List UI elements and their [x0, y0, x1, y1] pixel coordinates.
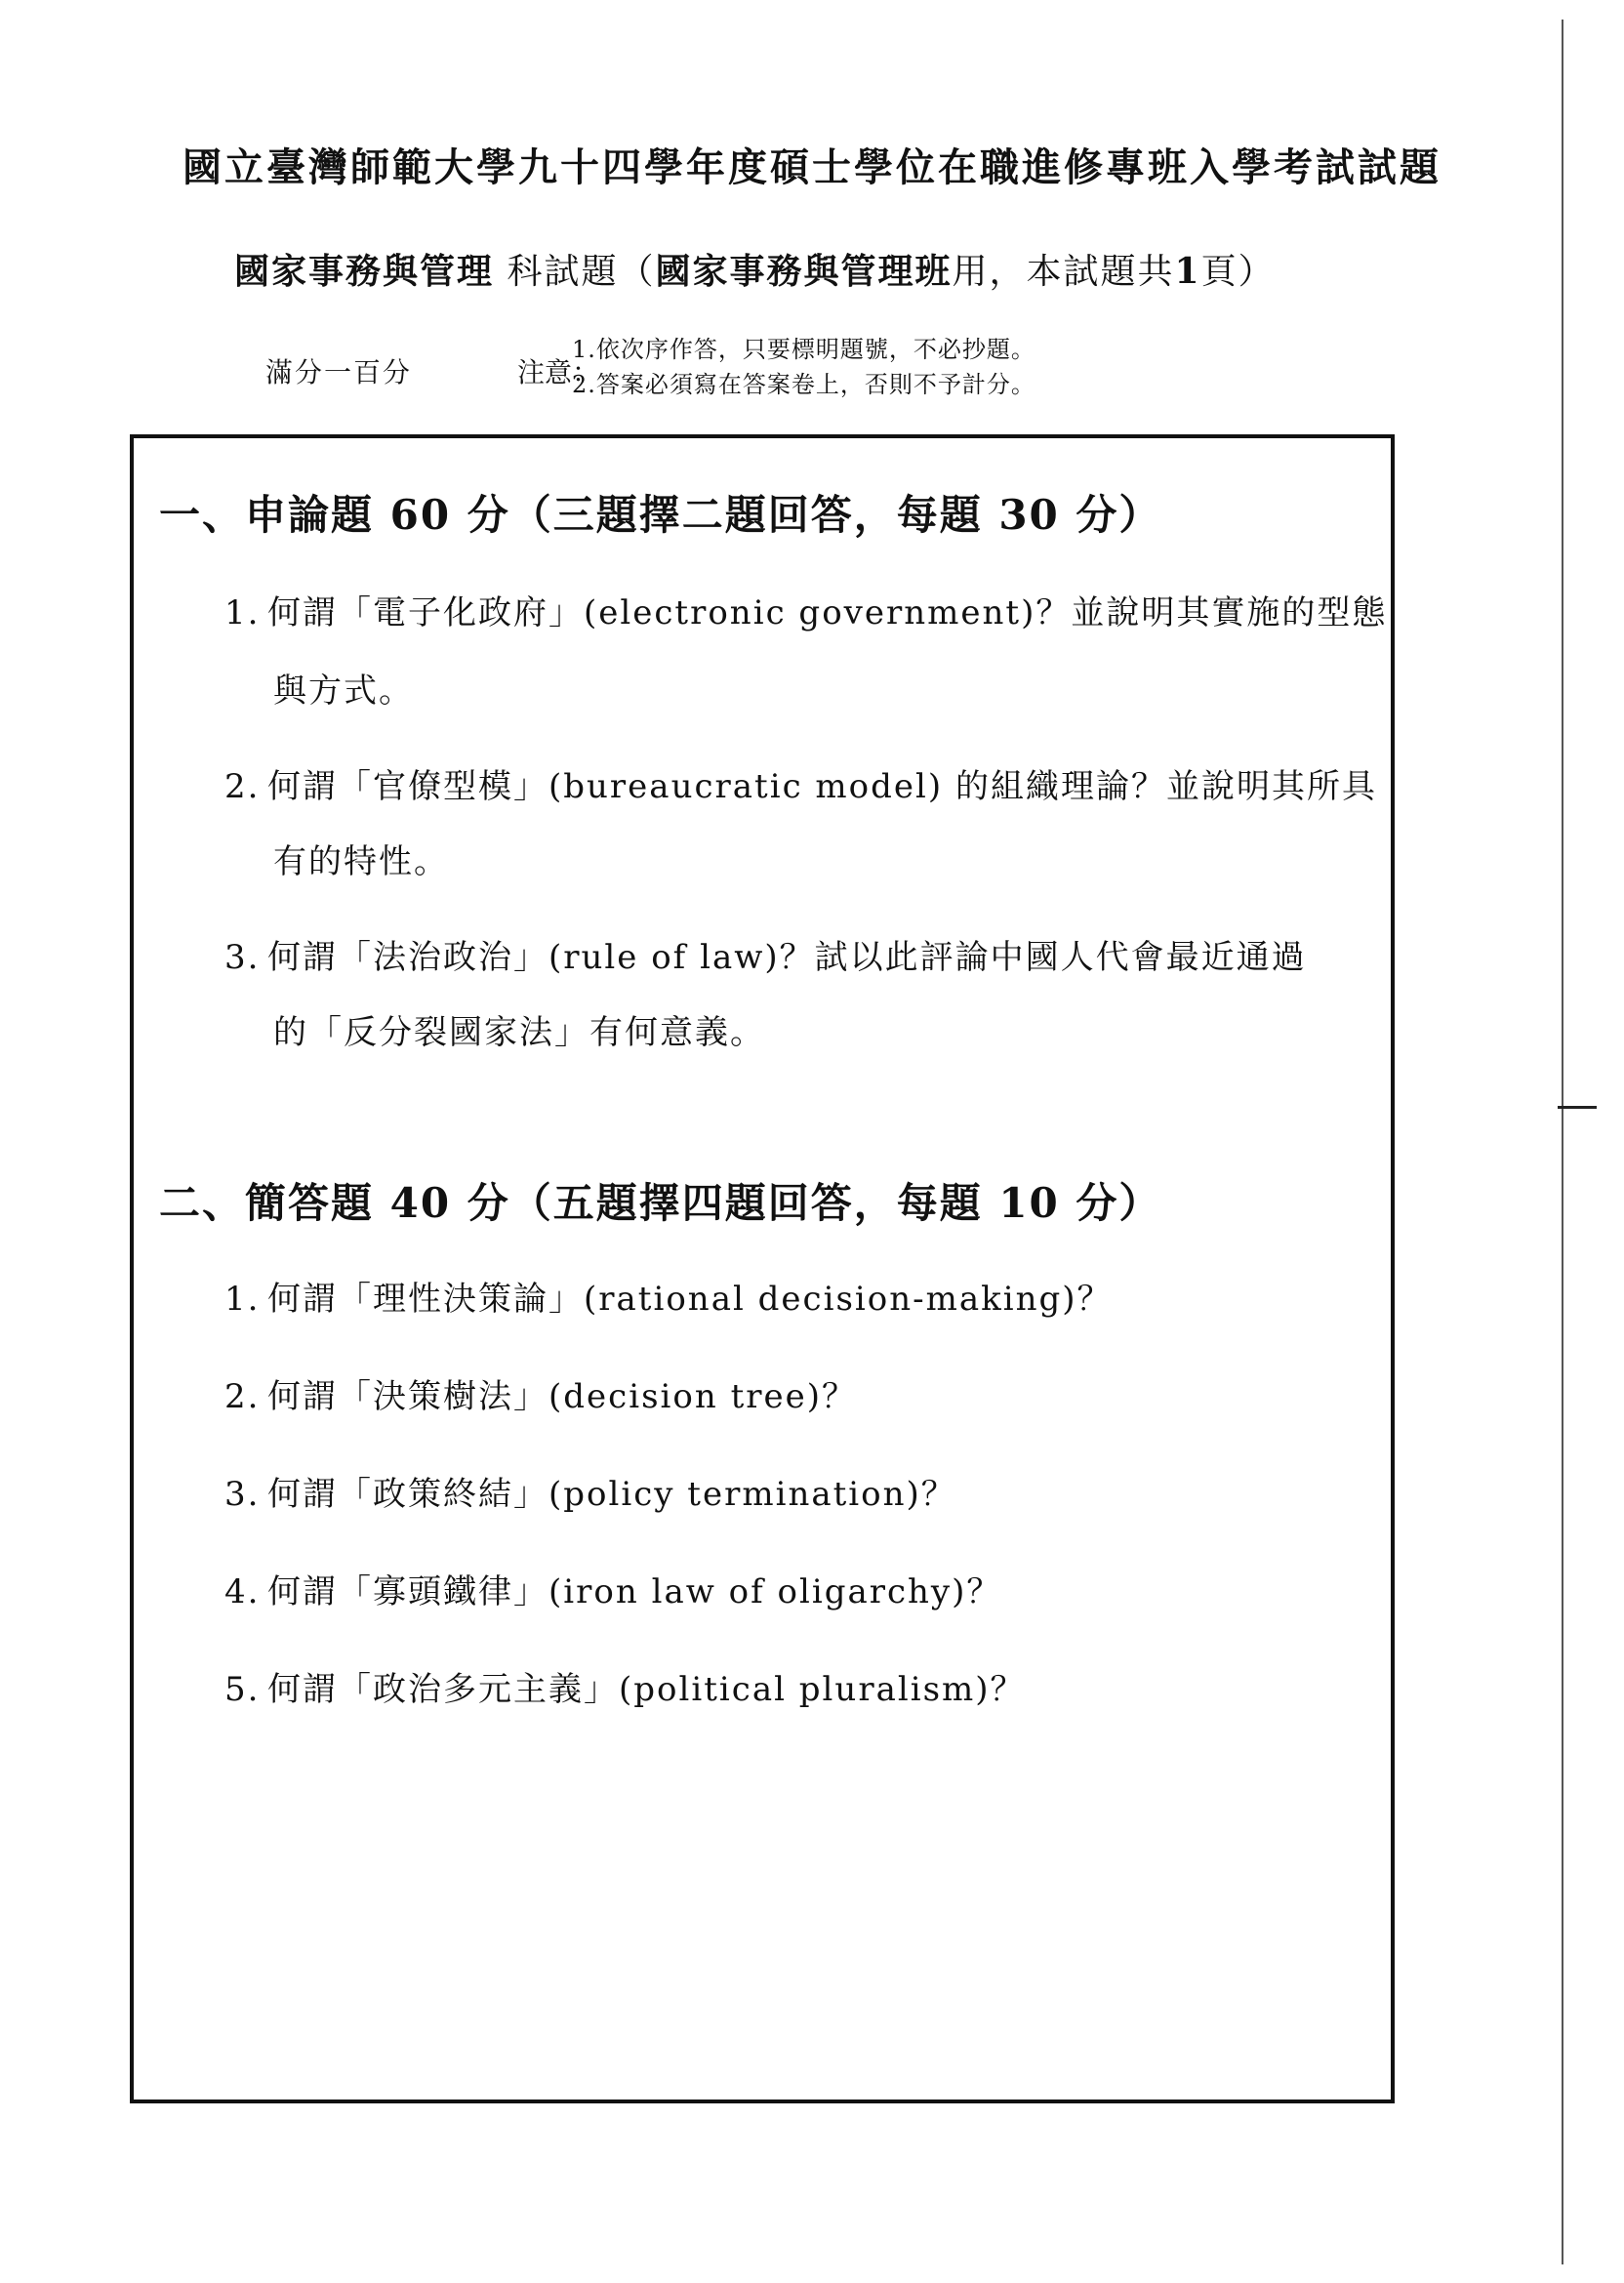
s2-q3 [224, 1467, 956, 1515]
s1-q1-line2: 與方式。 [273, 672, 414, 711]
s2-q4-number: 4. [224, 1572, 261, 1611]
subject-line [234, 244, 1276, 294]
subject-mid: 科試題（ [494, 252, 656, 292]
page-count: 1 [1174, 251, 1201, 292]
s2-q5 [224, 1662, 1026, 1710]
section2-heading: 二、簡答題 40 分（五題擇四題回答，每題 10 分） [159, 1179, 1162, 1227]
s2-q4 [224, 1565, 1001, 1612]
s2-q3-text: 何謂「政策終結」(policy termination)？ [267, 1475, 956, 1514]
s1-q3-line1 [224, 930, 1307, 978]
notice-rule-2: 2.答案必須寫在答案卷上，否則不予計分。 [572, 371, 1035, 398]
s2-q2-text: 何謂「決策樹法」(decision tree)？ [267, 1377, 857, 1416]
s2-q2-number: 2. [224, 1377, 261, 1416]
subject-name: 國家事務與管理 [234, 251, 495, 292]
s1-q1-text: 何謂「電子化政府」(electronic government)？並說明其實施的型態 [267, 593, 1388, 632]
s2-q3-number: 3. [224, 1475, 261, 1514]
notice-label: 注意： [517, 356, 600, 388]
s2-q1 [224, 1272, 1113, 1320]
s2-q1-text: 何謂「理性決策論」(rational decision-making)？ [267, 1280, 1113, 1319]
section1-heading: 一、申論題 60 分（三題擇二題回答，每題 30 分） [159, 491, 1162, 539]
s1-q2-text: 何謂「官僚型模」(bureaucratic model) 的組織理論？並說明其所具 [267, 767, 1377, 806]
s1-q3-text: 何謂「法治政治」(rule of law)？試以此評論中國人代會最近通過 [267, 938, 1307, 977]
s1-q3-number: 3. [224, 938, 261, 977]
s1-q3-line2: 的「反分裂國家法」有何意義。 [273, 1013, 765, 1052]
s1-q1-number: 1. [224, 593, 261, 632]
s1-q2-number: 2. [224, 767, 261, 806]
s2-q4-text: 何謂「寡頭鐵律」(iron law of oligarchy)？ [267, 1572, 1002, 1611]
notice-rule-1: 1.依次序作答，只要標明題號，不必抄題。 [572, 336, 1035, 363]
notice-rules [572, 332, 1035, 402]
page-title: 國立臺灣師範大學九十四學年度碩士學位在職進修專班入學考試試題 [183, 144, 1441, 190]
s2-q5-number: 5. [224, 1670, 261, 1709]
s2-q1-number: 1. [224, 1280, 261, 1319]
s1-q2-line2: 有的特性。 [273, 842, 449, 881]
subject-class: 國家事務與管理班 [655, 251, 953, 292]
page-unit: 頁） [1200, 252, 1276, 292]
scan-edge-rule [1562, 20, 1563, 2264]
s1-q1-line1 [224, 586, 1387, 633]
s2-q2 [224, 1369, 857, 1417]
s2-q5-text: 何謂「政治多元主義」(political pluralism)？ [267, 1670, 1026, 1709]
s1-q2-line1 [224, 759, 1377, 807]
subject-tail: 用，本試題共 [952, 252, 1175, 292]
scan-edge-tick [1558, 1106, 1597, 1109]
full-score: 滿分一百分 [265, 356, 413, 388]
